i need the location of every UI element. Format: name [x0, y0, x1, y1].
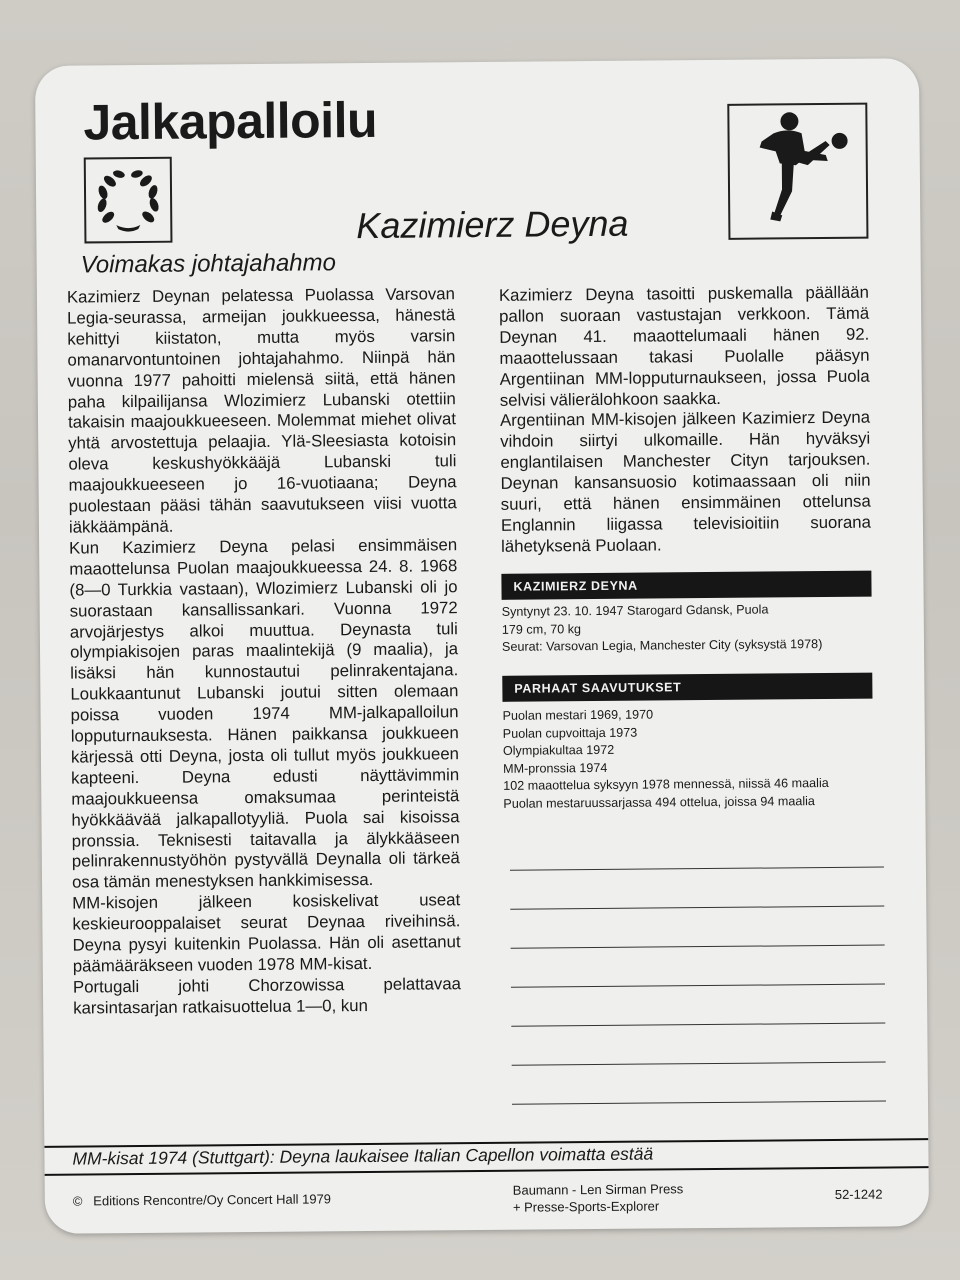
copyright-symbol: ©	[72, 1193, 83, 1209]
paragraph: Kazimierz Deyna tasoitti puskemalla päällään pallon suoraan vastustajan verkkoon. Tämä Deynan 41. maaottelumaali hänen 92. maaottelussaan takasi Puolalle pääsyn Argentiinan MM-lopputurnaukseen, jossa Puola selvisi välierälohkoon saakka.	[498, 282, 870, 410]
left-text-column	[67, 284, 461, 1019]
profile-facts	[502, 601, 876, 657]
article-subtitle: Voimakas johtajahahmo	[80, 249, 337, 279]
laurel-wreath-icon	[86, 159, 171, 242]
achievements-heading: PARHAAT SAAVUTUKSET	[502, 673, 872, 702]
achievement-line: Puolan cupvoittaja 1973	[502, 725, 638, 741]
writing-line	[511, 1022, 885, 1026]
achievement-line: Olympiakultaa 1972	[502, 742, 615, 758]
right-text-column	[499, 283, 871, 558]
achievement-line: 102 maaottelua syksyyn 1978 mennessä, niissä 46 maalia	[503, 775, 829, 793]
fact-line: Seurat: Varsovan Legia, Manchester City (syksystä 1978)	[501, 637, 823, 654]
player-name: Kazimierz Deyna	[356, 202, 629, 247]
profile-heading: KAZIMIERZ DEYNA	[501, 571, 871, 600]
writing-line	[510, 905, 884, 909]
fact-line: Syntynyt 23. 10. 1947 Starogard Gdansk, Puola	[501, 602, 769, 619]
paragraph: Kun Kazimierz Deyna pelasi ensimmäisen maaottelunsa Puolan maajoukkueessa 24. 8. 1968 (8—0 Turkkia vastaan), Wlozimierz Lubanski oli jo suorastaan kansallissankari. Vuonna 1972 arvojärjestys alkoi muuttua. Deynasta tuli olympiakisojen paras maalintekijä (9 maalia), ja lisäksi hän kunnostautui pelinrakentajana. Loukkaantunut Lubanski joutui sitten olemaan poissa vuoden 1974 MM-jalkapalloilun lopputurnauksesta. Hänen paikkansa joukkueen kärjessä otti Deyna, josta oli tullut myös joukkueen kapteeni. Deyna edusti näyttävimmin maajoukkueensa omaksumaa perinteistä hyökkäävää jalkapallotyyliä. Puola sai kisoissa pronssia. Teknisesti taitavalla ja älykkääseen pelinrakennustyöhön pystyvällä Deynalla oli tärkeä osa tämän menestyksen hankkimisessa.	[69, 535, 460, 892]
writing-line	[512, 1061, 886, 1065]
achievement-line: MM-pronssia 1974	[503, 760, 608, 776]
paragraph: Kazimierz Deynan pelatessa Puolassa Varsovan Legia-seurassa, armeijan joukkueessa, hänestä kehittyi kiistaton, mutta myös varsin omanarvontuntoinen johtajahahmo. Niinpä hän vuonna 1977 pahoitti mielensä siitä, että hänen paha kilpailijansa Wlozimierz Lubanski otettiin takaisin maajoukkueeseen. Molemmat miehet olivat yhtä arvostettuja pelaajia. Ylä-Sleesiasta kotoisin oleva keskushyökkääjä Lubanski tuli maajoukkueeseen jo 16-vuotiaana; Deyna puolestaan pääsi tähän saavutukseen viisi vuotta iäkkäämpänä.	[66, 284, 457, 537]
sports-card	[35, 58, 929, 1234]
paragraph: Portugali johti Chorzowissa pelattavaa karsintasarjan ratkaisuottelua 1—0, kun	[72, 974, 462, 1018]
sport-title: Jalkapalloilu	[83, 91, 378, 151]
laurel-frame	[84, 157, 173, 244]
achievements-list	[503, 705, 878, 813]
publisher: Editions Rencontre/Oy Concert Hall 1979	[93, 1191, 332, 1209]
press-line: + Presse-Sports-Explorer	[512, 1198, 660, 1215]
writing-line	[511, 983, 885, 987]
achievement-line: Puolan mestaruussarjassa 494 ottelua, joissa 94 maalia	[503, 793, 815, 811]
writing-line	[510, 867, 884, 871]
writing-line	[511, 944, 885, 948]
paragraph: Argentiinan MM-kisojen jälkeen Kazimierz Deyna vihdoin siirtyi ulkomaille. Hän hyväksyi englantilaisen Manchester Cityn tarjouksen. Deynan kansansuosio kotimaassaan oli niin suuri, että hänen ensimmäinen ottelunsa Englannin liigassa televisioitiin suorana lähetyksenä Puolaan.	[499, 408, 872, 556]
player-frame	[727, 103, 868, 240]
press-credit	[513, 1180, 684, 1215]
copyright-line	[73, 1191, 331, 1208]
footballer-kicking-icon	[729, 105, 866, 238]
card-number: 52-1242	[834, 1186, 883, 1202]
fact-line: 179 cm, 70 kg	[501, 621, 582, 637]
photo-caption: MM-kisat 1974 (Stuttgart): Deyna laukaisee Italian Capellon voimatta estää	[72, 1143, 654, 1169]
achievement-line: Puolan mestari 1969, 1970	[502, 707, 654, 723]
press-line: Baumann - Len Sirman Press	[512, 1181, 684, 1198]
writing-line	[512, 1100, 886, 1104]
paragraph: MM-kisojen jälkeen kosiskelivat useat keskieurooppalaiset seurat Deynaa riveihinsä. Deyna pysyi kuitenkin Puolassa. Hän oli asettanut päämääräkseen vuoden 1978 MM-kisat.	[72, 890, 461, 976]
